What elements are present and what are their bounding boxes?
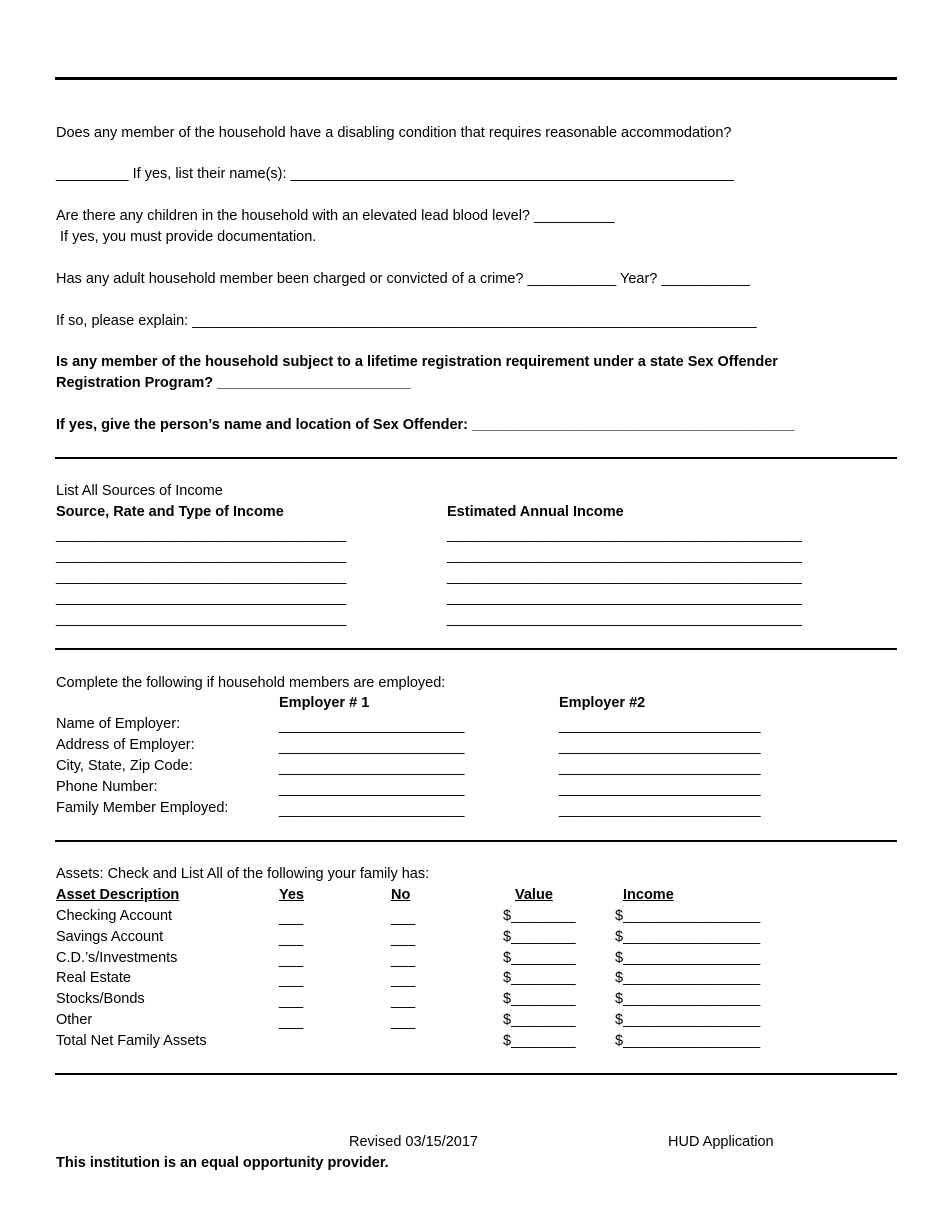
lead-question[interactable]: Are there any children in the household with an elevated lead blood level? __________ [56, 208, 615, 224]
crime-question[interactable]: Has any adult household member been charged or convicted of a crime? ___________ Year? ___________ [56, 271, 751, 287]
sex-offender-name-field[interactable]: If yes, give the person’s name and location of Sex Offender: ________________________________________ [56, 417, 795, 433]
employer2-name-field[interactable]: _________________________ [559, 718, 761, 734]
crime-explain-field[interactable]: If so, please explain: ______________________________________________________________________ [56, 313, 757, 329]
income-annual-header: Estimated Annual Income [447, 504, 624, 520]
asset-income-header: Income [623, 887, 674, 903]
employer-city-label: City, State, Zip Code: [56, 758, 193, 774]
income-source-line[interactable]: ____________________________________ [56, 569, 347, 585]
divider [55, 457, 897, 459]
employer2-address-field[interactable]: _________________________ [559, 739, 761, 755]
divider [55, 1073, 897, 1075]
asset-no-header: No [391, 887, 411, 903]
divider [55, 648, 897, 650]
asset-row-label: Savings Account [56, 929, 164, 945]
employer1-city-field[interactable]: _______________________ [279, 760, 465, 776]
lead-documentation-note: If yes, you must provide documentation. [56, 229, 317, 245]
asset-row-label: Real Estate [56, 970, 131, 986]
total-net-family-assets-label: Total Net Family Assets [56, 1033, 207, 1049]
income-source-header: Source, Rate and Type of Income [56, 504, 284, 520]
income-source-line[interactable]: ____________________________________ [56, 611, 347, 627]
revised-date: Revised 03/15/2017 [349, 1134, 478, 1150]
top-divider [55, 77, 897, 80]
asset-description-header: Asset Description [56, 887, 180, 903]
income-source-line[interactable]: ____________________________________ [56, 548, 347, 564]
employment-heading: Complete the following if household members are employed: [56, 675, 446, 691]
asset-no-checkbox[interactable]: ___ [391, 993, 416, 1009]
employer1-phone-field[interactable]: _______________________ [279, 781, 465, 797]
asset-income-field[interactable]: $_________________ [615, 970, 761, 986]
asset-value-field[interactable]: $________ [503, 950, 576, 966]
asset-value-field[interactable]: $________ [503, 1012, 576, 1028]
asset-income-field[interactable]: $_________________ [615, 908, 761, 924]
employer2-phone-field[interactable]: _________________________ [559, 781, 761, 797]
asset-no-checkbox[interactable]: ___ [391, 972, 416, 988]
asset-value-field[interactable]: $________ [503, 908, 576, 924]
sex-offender-registration-field[interactable]: Registration Program? ________________________ [56, 375, 411, 391]
asset-yes-checkbox[interactable]: ___ [279, 931, 304, 947]
total-assets-income-field[interactable]: $_________________ [615, 1033, 761, 1049]
family-member-employed-label: Family Member Employed: [56, 800, 229, 816]
employer2-header: Employer #2 [559, 695, 646, 711]
asset-row-label: Stocks/Bonds [56, 991, 145, 1007]
employer-name-label: Name of Employer: [56, 716, 181, 732]
application-name: HUD Application [668, 1134, 774, 1150]
asset-no-checkbox[interactable]: ___ [391, 1014, 416, 1030]
employer1-name-field[interactable]: _______________________ [279, 718, 465, 734]
income-amount-line[interactable]: ____________________________________________ [447, 569, 802, 585]
asset-row-label: Checking Account [56, 908, 173, 924]
asset-yes-checkbox[interactable]: ___ [279, 993, 304, 1009]
income-amount-line[interactable]: ____________________________________________ [447, 590, 802, 606]
employer-address-label: Address of Employer: [56, 737, 195, 753]
income-source-line[interactable]: ____________________________________ [56, 590, 347, 606]
asset-yes-checkbox[interactable]: ___ [279, 952, 304, 968]
sex-offender-question: Is any member of the household subject to a lifetime registration requirement under a state Sex Offender [56, 354, 778, 370]
asset-value-field[interactable]: $________ [503, 929, 576, 945]
employer1-family-member-field[interactable]: _______________________ [279, 802, 465, 818]
employer1-address-field[interactable]: _______________________ [279, 739, 465, 755]
asset-yes-checkbox[interactable]: ___ [279, 972, 304, 988]
income-heading: List All Sources of Income [56, 483, 223, 499]
income-amount-line[interactable]: ____________________________________________ [447, 527, 802, 543]
disability-question: Does any member of the household have a disabling condition that requires reasonable accommodation? [56, 125, 732, 141]
asset-income-field[interactable]: $_________________ [615, 991, 761, 1007]
total-assets-value-field[interactable]: $________ [503, 1033, 576, 1049]
employer2-city-field[interactable]: _________________________ [559, 760, 761, 776]
asset-income-field[interactable]: $_________________ [615, 929, 761, 945]
asset-value-field[interactable]: $________ [503, 970, 576, 986]
asset-yes-checkbox[interactable]: ___ [279, 910, 304, 926]
employer-phone-label: Phone Number: [56, 779, 158, 795]
asset-row-label: Other [56, 1012, 93, 1028]
asset-value-field[interactable]: $________ [503, 991, 576, 1007]
asset-no-checkbox[interactable]: ___ [391, 910, 416, 926]
asset-no-checkbox[interactable]: ___ [391, 931, 416, 947]
assets-heading: Assets: Check and List All of the following your family has: [56, 866, 430, 882]
disability-names-field[interactable]: _________ If yes, list their name(s): _______________________________________________________ [56, 166, 735, 182]
employer2-family-member-field[interactable]: _________________________ [559, 802, 761, 818]
divider [55, 840, 897, 842]
asset-yes-header: Yes [279, 887, 304, 903]
asset-income-field[interactable]: $_________________ [615, 950, 761, 966]
asset-row-label: C.D.’s/Investments [56, 950, 178, 966]
income-amount-line[interactable]: ____________________________________________ [447, 611, 802, 627]
asset-yes-checkbox[interactable]: ___ [279, 1014, 304, 1030]
asset-income-field[interactable]: $_________________ [615, 1012, 761, 1028]
asset-value-header: Value [515, 887, 553, 903]
income-amount-line[interactable]: ____________________________________________ [447, 548, 802, 564]
equal-opportunity-statement: This institution is an equal opportunity provider. [56, 1155, 389, 1171]
income-source-line[interactable]: ____________________________________ [56, 527, 347, 543]
employer1-header: Employer # 1 [279, 695, 370, 711]
asset-no-checkbox[interactable]: ___ [391, 952, 416, 968]
